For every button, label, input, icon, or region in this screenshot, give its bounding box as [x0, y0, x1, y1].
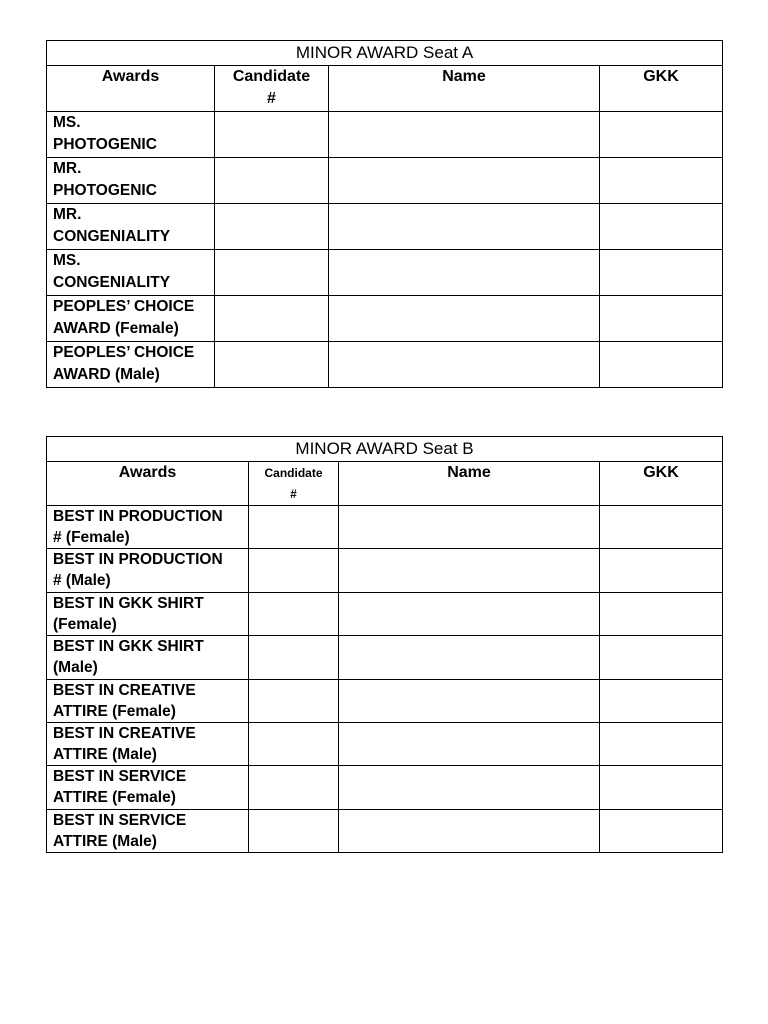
header-name: Name: [339, 462, 600, 506]
table-row: [47, 809, 723, 852]
candidate-cell: [249, 679, 339, 722]
candidate-cell: [215, 342, 329, 388]
gkk-cell: [600, 342, 723, 388]
gkk-cell: [600, 636, 723, 679]
title-row: [47, 41, 723, 66]
name-cell: [329, 296, 600, 342]
name-cell: [329, 250, 600, 296]
header-gkk: GKK: [600, 66, 723, 112]
seat-b-table: [46, 436, 723, 853]
candidate-cell: [215, 158, 329, 204]
header-row: [47, 66, 723, 112]
header-awards: Awards: [47, 66, 215, 112]
name-cell: [339, 549, 600, 592]
candidate-cell: [249, 592, 339, 635]
candidate-cell: [215, 204, 329, 250]
name-cell: [329, 112, 600, 158]
gkk-cell: [600, 679, 723, 722]
table-row: [47, 250, 723, 296]
award-cell: MR. CONGENIALITY: [47, 204, 215, 250]
seat-a-title: MINOR AWARD Seat A: [47, 41, 723, 66]
name-cell: [329, 342, 600, 388]
header-row: [47, 462, 723, 506]
award-cell: MR. PHOTOGENIC: [47, 158, 215, 204]
table-row: [47, 679, 723, 722]
name-cell: [339, 636, 600, 679]
table-row: [47, 158, 723, 204]
table-row: [47, 506, 723, 549]
header-awards: Awards: [47, 462, 249, 506]
award-cell: BEST IN SERVICE ATTIRE (Male): [47, 809, 249, 852]
gkk-cell: [600, 592, 723, 635]
seat-a-table: [46, 40, 723, 388]
gkk-cell: [600, 296, 723, 342]
award-cell: BEST IN CREATIVE ATTIRE (Female): [47, 679, 249, 722]
header-candidate: Candidate #: [215, 66, 329, 112]
table-row: [47, 636, 723, 679]
table-row: [47, 766, 723, 809]
candidate-cell: [249, 809, 339, 852]
table-row: [47, 722, 723, 765]
gkk-cell: [600, 158, 723, 204]
award-cell: BEST IN GKK SHIRT (Male): [47, 636, 249, 679]
award-cell: BEST IN CREATIVE ATTIRE (Male): [47, 722, 249, 765]
candidate-cell: [249, 766, 339, 809]
candidate-cell: [249, 506, 339, 549]
title-row: [47, 437, 723, 462]
name-cell: [339, 506, 600, 549]
gkk-cell: [600, 506, 723, 549]
candidate-cell: [215, 112, 329, 158]
name-cell: [329, 204, 600, 250]
award-cell: BEST IN SERVICE ATTIRE (Female): [47, 766, 249, 809]
candidate-cell: [249, 722, 339, 765]
award-cell: PEOPLES’ CHOICE AWARD (Male): [47, 342, 215, 388]
gkk-cell: [600, 204, 723, 250]
header-name: Name: [329, 66, 600, 112]
name-cell: [339, 722, 600, 765]
gkk-cell: [600, 722, 723, 765]
table-row: [47, 204, 723, 250]
seat-b-title: MINOR AWARD Seat B: [47, 437, 723, 462]
table-row: [47, 342, 723, 388]
table-row: [47, 296, 723, 342]
candidate-cell: [215, 250, 329, 296]
gkk-cell: [600, 766, 723, 809]
award-cell: BEST IN PRODUCTION # (Male): [47, 549, 249, 592]
table-row: [47, 549, 723, 592]
name-cell: [339, 766, 600, 809]
award-cell: MS. PHOTOGENIC: [47, 112, 215, 158]
gkk-cell: [600, 809, 723, 852]
award-cell: MS. CONGENIALITY: [47, 250, 215, 296]
candidate-cell: [249, 636, 339, 679]
award-cell: BEST IN PRODUCTION # (Female): [47, 506, 249, 549]
header-gkk: GKK: [600, 462, 723, 506]
name-cell: [339, 809, 600, 852]
candidate-cell: [215, 296, 329, 342]
gkk-cell: [600, 549, 723, 592]
name-cell: [339, 592, 600, 635]
award-cell: PEOPLES’ CHOICE AWARD (Female): [47, 296, 215, 342]
award-cell: BEST IN GKK SHIRT (Female): [47, 592, 249, 635]
name-cell: [329, 158, 600, 204]
gkk-cell: [600, 250, 723, 296]
table-row: [47, 112, 723, 158]
header-candidate: Candidate #: [249, 462, 339, 506]
name-cell: [339, 679, 600, 722]
candidate-cell: [249, 549, 339, 592]
table-row: [47, 592, 723, 635]
gkk-cell: [600, 112, 723, 158]
